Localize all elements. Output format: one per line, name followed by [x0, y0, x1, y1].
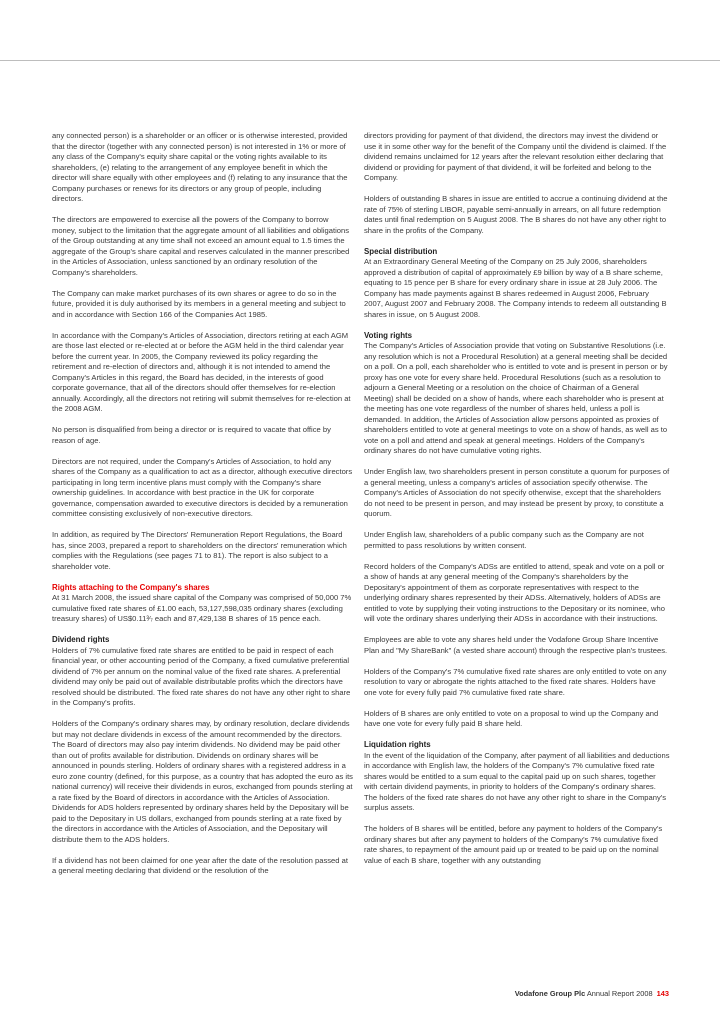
- paragraph: any connected person) is a shareholder or an officer or is otherwise interested, provided that the director (together with any connected person) is not interested in 1% or more of any class of the Company's equity share capital or the voting rights available to its shareholders, (e) relating to the arrangement of any employee benefit in which the director will share equally with other employees and (f) relating to any insurance that the Company purchases or renews for its directors or any group of people, including directors.: [52, 131, 348, 203]
- paragraph: Holders of 7% cumulative fixed rate shares are entitled to be paid in respect of each financial year, or other accounting period of the Company, a fixed cumulative preferential dividend of 7% per annum on the nominal value of the fixed rate shares. A preferential dividend may only be paid out of available distributable profits which the directors have resolved should be distributed. The fixed rate shares do not have any other right to share in the Company's profits.: [52, 645, 351, 707]
- paragraph: At an Extraordinary General Meeting of the Company on 25 July 2006, shareholders approved a distribution of capital of approximately £9 billion by way of a B share scheme, equating to 15 pence per B share for every ordinary share in issue at 28 July 2006. The Company has made payments against B shares redeemed in August 2006, February 2007, August 2007 and February 2008. The Company intends to redeem all outstanding B shares in issue, on 5 August 2008.: [364, 257, 667, 319]
- paragraph: No person is disqualified from being a director or is required to vacate that office by reason of age.: [52, 425, 331, 445]
- paragraph: The Company's Articles of Association provide that voting on Substantive Resolutions (i.e. any resolution which is not a Procedural Resolution) at a general meeting shall be decided on a poll. On a poll, each shareholder who is entitled to vote and is present in person or by proxy has one vote for every share held. Procedural Resolutions (such as a resolution to adjourn a General Meeting or a resolution on the choice of Chairman of a General Meeting) shall be decided on a show of hands, where each shareholder who is present at the meeting has one vote regardless of the number of shares held, unless a poll is demanded. In addition, the Articles of Association allow persons appointed as proxies of shareholders entitled to vote at general meetings to vote on a show of hands, as well as to vote on a poll and attend and speak at general meetings. Holders of the Company's ordinary shares do not have cumulative voting rights.: [364, 341, 668, 455]
- paragraph: Holders of the Company's 7% cumulative fixed rate shares are only entitled to vote on any resolution to vary or abrogate the rights attached to the fixed rate shares. Holders have one vote for every fully paid 7% cumulative fixed rate share.: [364, 666, 667, 697]
- paragraph: Record holders of the Company's ADSs are entitled to attend, speak and vote on a poll or a show of hands at any general meeting of the Company's shareholders by the Depositary's appointment of them as corporate representatives with respect to the underlying ordinary shares represented by their ADSs. Alternatively, holders of ADSs are entitled to vote by supplying their voting instructions to the Depositary or its nominee, who will vote the ordinary shares underlying their ADSs in accordance with their instructions.: [364, 561, 665, 623]
- paragraph: If a dividend has not been claimed for one year after the date of the resolution passed at a general meeting declaring that dividend or the resolution of the: [52, 855, 348, 875]
- paragraph: Directors are not required, under the Company's Articles of Association, to hold any shares of the Company as a qualification to act as a director, although executive directors participating in long term incentive plans must comply with the Company's share ownership guidelines. In accordance with best practice in the UK for corporate governance, compensation awarded to executive directors is decided by a remuneration committee consisting exclusively of non-executive directors.: [52, 456, 353, 518]
- paragraph: directors providing for payment of that dividend, the directors may invest the dividend or use it in some other way for the benefit of the Company until the dividend is claimed. If the dividend remains unclaimed for 12 years after the relevant resolution either declaring that dividend or providing for payment of that dividend, it will be forfeited and belong to the Company.: [364, 131, 667, 182]
- paragraph: Under English law, shareholders of a public company such as the Company are not permitted to pass resolutions by written consent.: [364, 530, 644, 550]
- right-column: [364, 131, 670, 877]
- footer-brand: Vodafone Group Plc: [514, 989, 586, 998]
- section-heading-dividend-rights: Dividend rights: [52, 635, 110, 644]
- paragraph: The holders of B shares will be entitled, before any payment to holders of the Company's ordinary shares but after any payment to holders of the Company's 7% cumulative fixed rate shares, to repayment of the amount paid up or treated to be paid up on the nominal value of each B share, together with any outstanding: [364, 824, 663, 865]
- section-heading-voting-rights: Voting rights: [364, 330, 413, 340]
- paragraph: In the event of the liquidation of the Company, after payment of all liabilities and deductions in accordance with English law, the holders of the Company's 7% cumulative fixed rate shares would be entitled to a sum equal to the capital paid up on such shares, together with certain dividend payments, in priority to holders of the Company's ordinary shares. The holders of the fixed rate shares do not have any other right to share in the Company's surplus assets.: [364, 750, 670, 812]
- paragraph: Holders of outstanding B shares in issue are entitled to accrue a continuing dividend at the rate of 75% of sterling LIBOR, payable semi-annually in arrears, on all future redemption dates until final redemption on 5 August 2008. The B shares do not have any other right to share in the profits of the Company.: [364, 194, 668, 235]
- paragraph: At 31 March 2008, the issued share capital of the Company was comprised of 50,000 7% cumulative fixed rate shares of £1.00 each, 53,127,598,035 ordinary shares (excluding treasury shares) of US$0.11³⁄₇ each and 87,429,138 B shares of 15 pence each.: [52, 593, 352, 623]
- paragraph: Holders of B shares are only entitled to vote on a proposal to wind up the Company and have one vote for every fully paid B share held.: [364, 708, 659, 728]
- left-column: [52, 131, 354, 887]
- paragraph: The directors are empowered to exercise all the powers of the Company to borrow money, subject to the limitation that the aggregate amount of all liabilities and obligations of the Group outstanding at any time shall not exceed an amount equal to 1.5 times the aggregate of the Group's share capital and reserves calculated in the manner prescribed in the Articles of Association, unless sanctioned by an ordinary resolution of the Company's shareholders.: [52, 215, 350, 277]
- footer-report-title: Annual Report 2008: [586, 989, 653, 998]
- section-heading-share-rights: Rights attaching to the Company's shares: [52, 582, 210, 592]
- paragraph: In addition, as required by The Directors' Remuneration Report Regulations, the Board has, since 2003, prepared a report to shareholders on the directors' remuneration which complies with the Regulations (see pages 71 to 81). The report is also subject to a shareholder vote.: [52, 530, 347, 571]
- paragraph: Under English law, two shareholders present in person constitute a quorum for purposes of a general meeting, unless a company's articles of association specify otherwise. The Company's Articles of Association do not specify otherwise, except that the shareholders do not need to be present in person, and may instead be present by proxy, to constitute a quorum.: [364, 467, 670, 518]
- paragraph: The Company can make market purchases of its own shares or agree to do so in the future, provided it is duly authorised by its members in a general meeting and subject to and in accordance with Section 166 of the Companies Act 1985.: [52, 288, 346, 319]
- page-footer: [515, 989, 669, 999]
- section-heading-special-distribution: Special distribution: [364, 246, 438, 256]
- paragraph: Employees are able to vote any shares held under the Vodafone Group Share Incentive Plan and "My ShareBank" (a vested share account) through the respective plan's trustees.: [364, 635, 668, 655]
- section-heading-liquidation-rights: Liquidation rights: [364, 740, 431, 749]
- page-number: 143: [656, 989, 669, 998]
- header-rule: [0, 60, 720, 61]
- paragraph: Holders of the Company's ordinary shares may, by ordinary resolution, declare dividends but may not declare dividends in excess of the amount recommended by the directors. The Board of directors may also pay interim dividends. No dividend may be paid other than out of profits available for distribution. Dividends on ordinary shares will be announced in pounds sterling. Holders of ordinary shares with a registered address in a euro zone country (defined, for this purpose, as a country that has adopted the euro as its national currency) will receive their dividends in euros, exchanged from pounds sterling at a rate fixed by the Board of directors in accordance with the Articles of Association. Dividends for ADS holders represented by ordinary shares held by the Depositary will be paid to the Depositary in US dollars, exchanged from pounds sterling at a rate fixed by the directors in accordance with the Articles of Association, and the Depositary will distribute them to the ADS holders.: [52, 719, 353, 844]
- paragraph: In accordance with the Company's Articles of Association, directors retiring at each AGM are those last elected or re-elected at or before the AGM held in the third calendar year before the current year. In 2005, the Company reviewed its policy regarding the retirement and re-election of directors and, although it is not intended to amend the Company's Articles in this regard, the Board has decided, in the interests of good corporate governance, that all of the directors should offer themselves for re-election annually. Accordingly, all the directors not retiring will submit themselves for re-election at the 2008 AGM.: [52, 330, 351, 413]
